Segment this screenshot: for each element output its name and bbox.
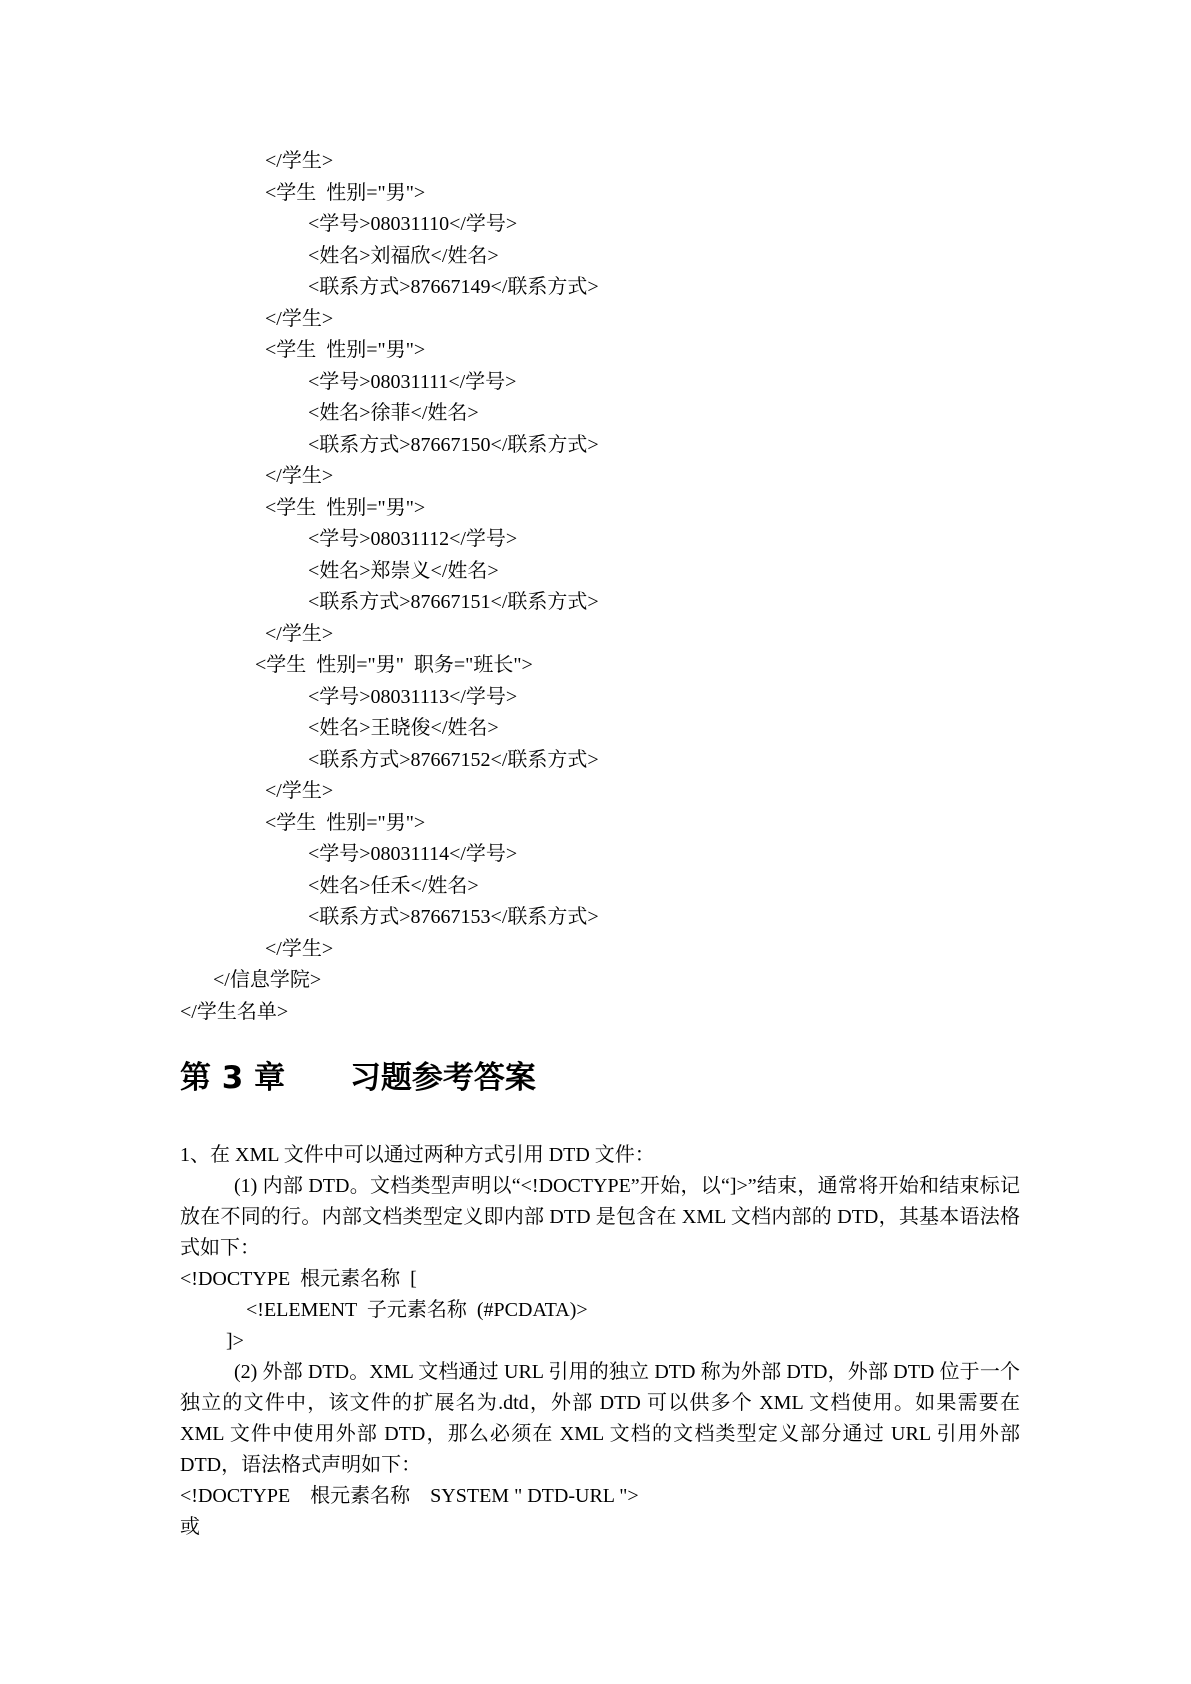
internal-syntax-line-3: ]> — [226, 1330, 244, 1352]
code-line: </学生> — [265, 938, 334, 960]
code-line: <联系方式>87667153</联系方式> — [308, 906, 599, 928]
code-line: </学生> — [265, 150, 334, 172]
code-line: <学生 性别="男"> — [265, 812, 426, 834]
code-line: <学生 性别="男"> — [265, 182, 426, 204]
code-line: <姓名>任禾</姓名> — [308, 875, 479, 897]
code-line: <学号>08031114</学号> — [308, 843, 518, 865]
code-line: <联系方式>87667150</联系方式> — [308, 434, 599, 456]
code-line: </学生> — [265, 623, 334, 645]
or-text: 或 — [180, 1516, 200, 1538]
internal-dtd-paragraph — [180, 1171, 1020, 1264]
code-line: </学生> — [265, 780, 334, 802]
answer-intro: 1、在 XML 文件中可以通过两种方式引用 DTD 文件： — [180, 1144, 655, 1166]
internal-dtd-text: (1) 内部 DTD。文档类型声明以“<!DOCTYPE”开始，以“]>”结束，通常将开始和结束标记放在不同的行。内部文档类型定义即内部 DTD 是包含在 XML 文档内部的 DTD，其基本语法格式如下： — [180, 1175, 1020, 1259]
code-line: <联系方式>87667151</联系方式> — [308, 591, 599, 613]
code-line: <姓名>徐菲</姓名> — [308, 402, 479, 424]
internal-syntax-line-2: <!ELEMENT 子元素名称 (#PCDATA)> — [246, 1299, 588, 1321]
chapter-heading: 第 3 章 习题参考答案 — [180, 1060, 536, 1096]
code-line: <姓名>刘福欣</姓名> — [308, 245, 499, 267]
internal-syntax-line-1: <!DOCTYPE 根元素名称 [ — [180, 1268, 417, 1290]
code-line: <联系方式>87667149</联系方式> — [308, 276, 599, 298]
code-line: <姓名>王晓俊</姓名> — [308, 717, 499, 739]
code-line: <学号>08031112</学号> — [308, 528, 518, 550]
external-dtd-paragraph — [180, 1357, 1020, 1481]
code-line: <姓名>郑崇义</姓名> — [308, 560, 499, 582]
code-line: <学生 性别="男" 职务="班长"> — [255, 654, 533, 676]
code-line: </学生名单> — [180, 1001, 289, 1023]
code-line: <学号>08031110</学号> — [308, 213, 518, 235]
code-line: <联系方式>87667152</联系方式> — [308, 749, 599, 771]
code-line: <学生 性别="男"> — [265, 497, 426, 519]
code-line: <学号>08031113</学号> — [308, 686, 518, 708]
external-dtd-text: (2) 外部 DTD。XML 文档通过 URL 引用的独立 DTD 称为外部 DTD，外部 DTD 位于一个独立的文件中，该文件的扩展名为.dtd，外部 DTD 可以供多个 XML 文档使用。如果需要在 XML 文件中使用外部 DTD，那么必须在 XML 文档的文档类型定义部分通过 URL 引用外部 DTD，语法格式声明如下： — [180, 1361, 1020, 1476]
code-line: <学号>08031111</学号> — [308, 371, 517, 393]
code-line: </学生> — [265, 308, 334, 330]
code-line: <学生 性别="男"> — [265, 339, 426, 361]
external-syntax-line: <!DOCTYPE 根元素名称 SYSTEM " DTD-URL "> — [180, 1485, 639, 1507]
code-line: </学生> — [265, 465, 334, 487]
code-line: </信息学院> — [213, 969, 322, 991]
